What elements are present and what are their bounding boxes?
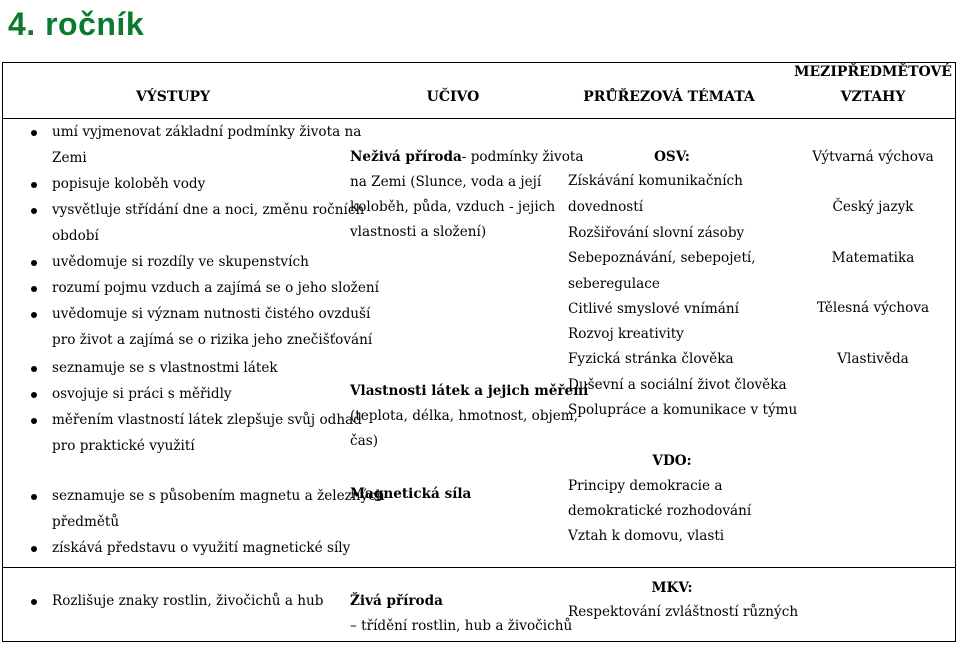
ucivo-ziva-priroda: Živá příroda — [350, 593, 443, 609]
vystup-item: popisuje koloběh vody — [52, 176, 206, 192]
ucivo-line: (teplota, délka, hmotnost, objem, — [350, 408, 579, 424]
header-divider — [2, 118, 956, 119]
header-vystupy: VÝSTUPY — [135, 89, 211, 105]
vystup-item: uvědomuje si význam nutnosti čistého ovzduší — [52, 306, 371, 322]
row-divider — [2, 567, 956, 568]
tema-item: Rozšiřování slovní zásoby — [568, 225, 745, 241]
vystup-item-cont: pro život a zajímá se o rizika jeho znečišťování — [52, 332, 373, 348]
bullet-icon — [31, 182, 37, 188]
vystup-item-cont: pro praktické využití — [52, 438, 195, 454]
bullet-icon — [31, 366, 37, 372]
tema-item: Vztah k domovu, vlasti — [568, 528, 725, 544]
vystup-item: umí vyjmenovat základní podmínky života na — [52, 124, 362, 140]
tema-vdo-heading: VDO: — [652, 453, 692, 469]
tema-item: Respektování zvláštností různých — [568, 604, 799, 620]
vystup-item-cont: předmětů — [52, 514, 120, 530]
ucivo-line: vlastnosti a složení) — [350, 224, 487, 240]
ucivo-line: koloběh, půda, vzduch - jejich — [350, 199, 556, 215]
bullet-icon — [31, 312, 37, 318]
header-prurezova-temata: PRŮŘEZOVÁ TÉMATA — [583, 89, 755, 105]
vystup-item: měřením vlastností látek zlepšuje svůj odhad — [52, 412, 362, 428]
vztah-item: Matematika — [831, 250, 915, 266]
vystup-item: rozumí pojmu vzduch a zajímá se o jeho složení — [52, 280, 379, 296]
vystup-item: uvědomuje si rozdíly ve skupenstvích — [52, 254, 309, 270]
bullet-icon — [31, 392, 37, 398]
tema-item: Principy demokracie a — [568, 478, 723, 494]
vystup-item: osvojuje si práci s měřidly — [52, 386, 232, 402]
ucivo-neziva-priroda — [350, 151, 583, 165]
header-ucivo: UČIVO — [426, 89, 480, 105]
bullet-icon — [31, 546, 37, 552]
tema-item: Citlivé smyslové vnímání — [568, 301, 739, 317]
vystup-item-cont: období — [52, 228, 99, 244]
bullet-icon — [31, 494, 37, 500]
tema-item: Sebepoznávání, sebepojetí, — [568, 250, 756, 266]
tema-item: Získávání komunikačních — [568, 173, 743, 189]
bullet-icon — [31, 130, 37, 136]
tema-item: Rozvoj kreativity — [568, 326, 684, 342]
bullet-icon — [31, 599, 37, 605]
tema-item: Spolupráce a komunikace v týmu — [568, 402, 798, 418]
tema-item: Fyzická stránka člověka — [568, 351, 734, 367]
ucivo-line: na Zemi (Slunce, voda a její — [350, 174, 542, 190]
header-mezipredmetove-1: MEZIPŘEDMĚTOVÉ — [794, 64, 952, 80]
vystup-item: Rozlišuje znaky rostlin, živočichů a hub — [52, 593, 324, 609]
vystup-item: seznamuje se s vlastnostmi látek — [52, 360, 278, 376]
bullet-icon — [31, 208, 37, 214]
ucivo-line: čas) — [350, 433, 378, 449]
tema-item: Duševní a sociální život člověka — [568, 377, 787, 393]
vystup-item: získává představu o využití magnetické síly — [52, 540, 351, 556]
tema-osv-heading: OSV: — [654, 149, 690, 165]
bullet-icon — [31, 260, 37, 266]
vztah-item: Výtvarná výchova — [812, 149, 934, 165]
bullet-icon — [31, 286, 37, 292]
bullet-icon — [31, 418, 37, 424]
page-title: 4. ročník — [8, 6, 145, 42]
ucivo-topic-bold: Neživá příroda — [350, 149, 462, 165]
vztah-item: Tělesná výchova — [816, 300, 930, 316]
tema-item: demokratické rozhodování — [568, 503, 752, 519]
vztah-item: Vlastivěda — [837, 351, 909, 367]
vystup-item: vysvětluje střídání dne a noci, změnu ročních — [52, 202, 365, 218]
ucivo-topic-rest: - podmínky života — [461, 149, 584, 165]
vztah-item: Český jazyk — [832, 199, 914, 215]
vystup-item: seznamuje se s působením magnetu a železných — [52, 488, 385, 504]
ucivo-magneticka-sila: Magnetická síla — [350, 486, 472, 502]
ucivo-line: – třídění rostlin, hub a živočichů — [350, 618, 573, 634]
tema-item: seberegulace — [568, 276, 660, 292]
tema-item: dovedností — [568, 199, 644, 215]
ucivo-vlastnosti-latek: Vlastnosti látek a jejich měření — [350, 383, 589, 399]
vystup-item-cont: Zemi — [52, 150, 87, 166]
header-mezipredmetove-2: VZTAHY — [840, 89, 906, 105]
tema-mkv-heading: MKV: — [651, 580, 693, 596]
